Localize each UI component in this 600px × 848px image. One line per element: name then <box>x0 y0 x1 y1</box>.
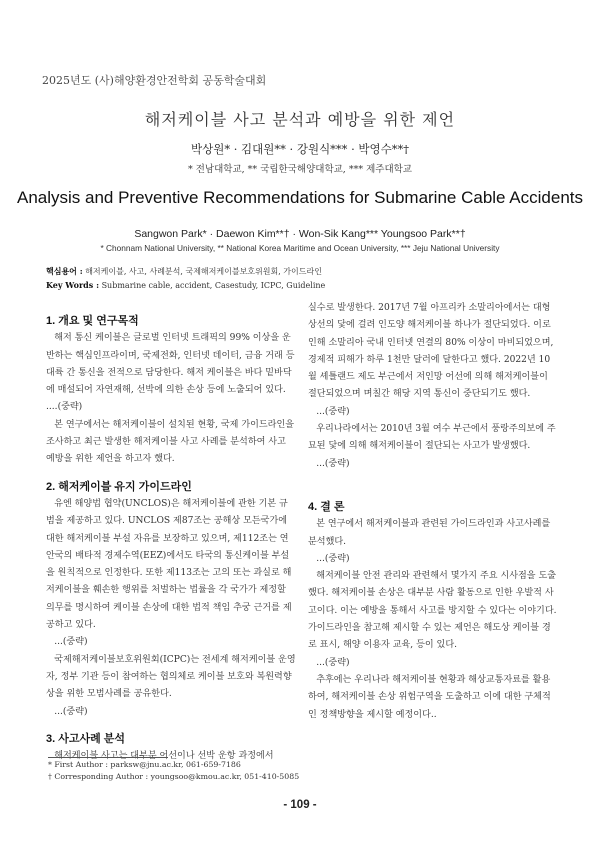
page-number: - 109 - <box>283 799 317 811</box>
footnote-corresponding-author: † Corresponding Author : youngsoo@kmou.ac.kr, 051-410-5085 <box>48 772 300 781</box>
section-1-paragraph-2: 본 연구에서는 해저케이블이 설치된 현황, 국제 가이드라인을 조사하고 최근 발생한 해저케이블 사고 사례를 분석하여 사고 예방을 위한 제언을 하고자 했다. <box>46 419 295 465</box>
section-3-paragraph-2: 우리나라에서는 2010년 3월 여수 부근에서 풍랑주의보에 주묘된 닻에 의해 해저케이블이 절단되는 사고가 발생했다. <box>308 424 556 452</box>
section-4-ellipsis-2: ...(중략) <box>316 657 350 668</box>
paper-title-korean: 해저케이블 사고 분석과 예방을 위한 제언 <box>144 110 456 129</box>
section-3-ellipsis-1: ...(중략) <box>316 406 350 417</box>
keywords-korean-label: 핵심용어 : <box>46 266 83 276</box>
section-2-ellipsis-2: ...(중략) <box>54 706 88 717</box>
affiliations-english: * Chonnam National University, ** National Korea Maritime and Ocean University, *** Jeju National University <box>100 243 500 253</box>
footnote-first-author: * First Author : parksw@jnu.ac.kr, 061-659-7186 <box>48 760 241 769</box>
section-4-paragraph-2: 해저케이블 안전 관리와 관련해서 몇가지 주요 시사점을 도출했다. 해저케이블 손상은 대부분 사람 활동으로 인한 우발적 사고이다. 이는 예방을 통해서 사고를 방지할 수 있다는 이야기다. 가이드라인을 참고해 제시할 수 있는 제언은 해도상 케이블 경로 표시, 해양 이용자 교육, 등이 있다. <box>308 571 557 651</box>
section-4-title: 4. 결 론 <box>308 500 345 513</box>
section-4-paragraph-1: 본 연구에서 해저케이블과 관련된 가이드라인과 사고사례를 분석했다. <box>308 519 551 547</box>
section-1-paragraph-1: 해저 통신 케이블은 글로벌 인터넷 트래픽의 99% 이상을 운반하는 핵심인프라이며, 국제전화, 인터넷 데이터, 금융 거래 등 대륙 간 통신을 전적으로 담당한다. 해저 케이블은 바다 밑바닥에 매설되어 자연재해, 선박에 의한 손상 등에 노출되어 있다. ....(중략) <box>46 333 295 413</box>
section-2-ellipsis-1: ...(중략) <box>54 637 88 648</box>
affiliations-korean: * 전남대학교, ** 국립한국해양대학교, *** 제주대학교 <box>187 164 412 175</box>
section-3-paragraph-1: 해저케이블 사고는 대부분 어선이나 선박 운항 과정에서 <box>54 751 274 762</box>
keywords-english-label: Key Words : <box>46 280 100 290</box>
conference-header: 2025년도 (사)해양환경안전학회 공동학술대회 <box>42 74 267 87</box>
footnote-divider <box>48 757 168 758</box>
section-1-title: 1. 개요 및 연구목적 <box>46 315 139 327</box>
keywords-korean-text: 해저케이블, 사고, 사례분석, 국제해저케이블보호위원회, 가이드라인 <box>85 267 322 276</box>
paper-title-english: Analysis and Preventive Recommendations for Submarine Cable Accidents <box>16 188 583 207</box>
section-4-ellipsis-1: ...(중략) <box>316 553 350 564</box>
section-3-paragraph-continued: 실수로 발생한다. 2017년 7월 아프리카 소말리아에서는 대형 상선의 닻에 걸려 인도양 해저케이블 하나가 절단되었다. 이로 인해 소말리아 국내 인터넷 연결의 80% 이상이 마비되었으며, 경제적 피해가 하루 1천만 달러에 달한다고 했다. 2022년 10월 셰틀랜드 제도 부근에서 저인망 어선에 의해 해저케이블이 절단되었으며 며칠간 해당 지역 통신이 중단되기도 했다. <box>308 303 554 400</box>
authors-korean: 박상원* · 김대원** · 강원식*** · 박영수**† <box>191 142 409 156</box>
section-3-ellipsis-2: ...(중략) <box>316 458 350 469</box>
section-2-paragraph-1: 유엔 해양법 협약(UNCLOS)은 해저케이블에 관한 기본 규범을 제공하고 있다. UNCLOS 제87조는 공해상 모든국가에 대한 해저케이블 부설 자유를 보장하고 있으며, 제112조는 연안국의 배타적 경제수역(EEZ)에서도 타국의 통신케이블 부설을 원칙적으로 인정한다. 또한 제113조는 고의 또는 과실로 해저케이블을 훼손한 행위를 처벌하는 법률을 각 국가가 제정할 의무를 명시하여 케이블 손상에 대한 법적 책임 추궁 근거를 제공하고 있다. <box>46 498 292 631</box>
section-2-title: 2. 해저케이블 유지 가이드라인 <box>46 480 192 493</box>
keywords-korean <box>46 266 322 277</box>
right-column <box>308 300 558 724</box>
section-4-paragraph-3: 추후에는 우리나라 해저케이블 현황과 해상교통자료를 활용하여, 해저케이블 손상 위험구역을 도출하고 이에 대한 구체적인 정책방향을 제시할 예정이다.. <box>308 674 551 720</box>
authors-english: Sangwon Park* · Daewon Kim**† · Won-Sik Kang*** Youngsoo Park**† <box>134 228 466 240</box>
keywords-english-text: Submarine cable, accident, Casestudy, ICPC, Guideline <box>101 281 326 290</box>
keywords-english <box>46 280 325 290</box>
section-2-paragraph-2: 국제해저케이블보호위원회(ICPC)는 전세계 해저케이블 운영자, 정부 기관 등이 참여하는 협의체로 케이블 보호와 복원력향상을 위한 모범사례를 공유한다. <box>46 654 296 700</box>
left-column <box>46 313 296 765</box>
section-3-title: 3. 사고사례 분석 <box>46 732 126 745</box>
